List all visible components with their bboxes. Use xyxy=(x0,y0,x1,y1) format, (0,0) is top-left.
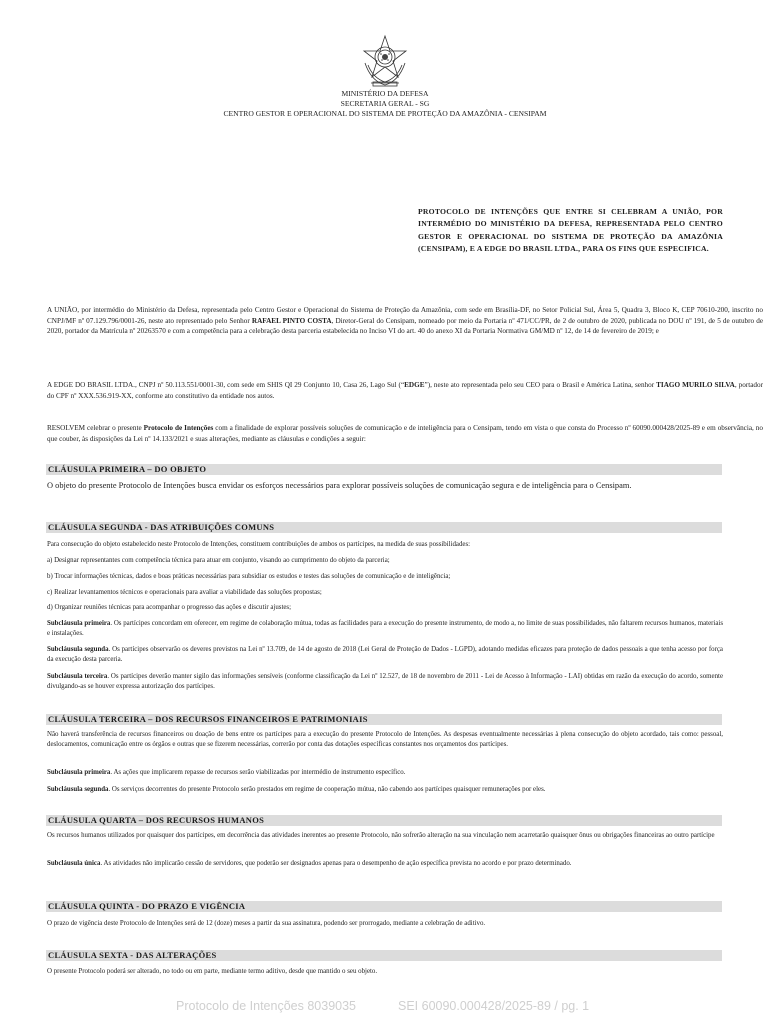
header-center: CENTRO GESTOR E OPERACIONAL DO SISTEMA DE PROTEÇÃO DA AMAZÔNIA - CENSIPAM xyxy=(223,109,547,118)
clause1-text: O objeto do presente Protocolo de Intenções busca envidar os esforços necessários para explorar possíveis soluções de comunicação segura e de inteligência para o Censipam. xyxy=(47,481,632,490)
clause2-intro: Para consecução do objeto estabelecido neste Protocolo de Intenções, constituem contribuições de ambos os partícipes, na medida de suas possibilidades: xyxy=(47,541,471,548)
clause3-sub1: Subcláusula primeira. As ações que implicarem repasse de recursos serão viabilizadas por intermédio de instrumento específico. xyxy=(47,769,406,776)
document-header xyxy=(0,89,770,119)
clause3-sub2: Subcláusula segunda. Os serviços decorrentes do presente Protocolo serão prestados em regime de cooperação mútua, não cabendo aos partícipes quaisquer remunerações por eles. xyxy=(47,786,546,793)
clause2-item-a: a) Designar representantes com competência técnica para atuar em conjunto, visando ao cumprimento do objeto da parceria; xyxy=(47,557,390,564)
clause2-sub1: Subcláusula primeira. Os partícipes concordam em oferecer, em regime de colaboração mútua, todas as facilidades para a execução do presente instrumento, de modo a, no limite de suas possibilidades, não faltarem recursos humanos, materiais e instalações. xyxy=(47,620,723,638)
clause6-title: CLÁUSULA SEXTA - DAS ALTERAÇÕES xyxy=(48,950,217,960)
party-edge: A EDGE DO BRASIL LTDA., CNPJ nº 50.113.551/0001-30, com sede em SHIS QI 29 Conjunto 10, Casa 26, Lago Sul (“EDGE”), neste ato representada pelo seu CEO para o Brasil e América Latina, senhor TIAGO MURILO SILVA, portador do CPF nº XXX.536.919-XX, conforme ato constitutivo da entidade nos autos. xyxy=(47,381,763,400)
clause2-title: CLÁUSULA SEGUNDA - DAS ATRIBUIÇÕES COMUNS xyxy=(48,522,275,532)
clause1-title: CLÁUSULA PRIMEIRA – DO OBJETO xyxy=(48,464,207,474)
clause5-text: O prazo de vigência deste Protocolo de Intenções será de 12 (doze) meses a partir da sua assinatura, podendo ser prorrogado, mediante a celebração de aditivo. xyxy=(47,920,486,927)
clause2-sub2: Subcláusula segunda. Os partícipes observarão os deveres previstos na Lei nº 13.709, de 14 de agosto de 2018 (Lei Geral de Proteção de Dados - LGPD), adotando medidas eficazes para proteção de dados pessoais a que tenha acesso por força da execução desta parceria. xyxy=(47,646,723,664)
clause6-text: O presente Protocolo poderá ser alterado, no todo ou em parte, mediante termo aditivo, desde que mantido o seu objeto. xyxy=(47,968,378,975)
header-secretariat: SECRETARIA GERAL - SG xyxy=(340,99,430,108)
clause2-item-d: d) Organizar reuniões técnicas para acompanhar o progresso das ações e discutir ajustes; xyxy=(47,604,292,611)
footer-document-id: Protocolo de Intenções 8039035 xyxy=(176,999,356,1013)
clause2-item-c: c) Realizar levantamentos técnicos e operacionais para avaliar a viabilidade das soluções propostas; xyxy=(47,589,322,596)
clause3-title: CLÁUSULA TERCEIRA – DOS RECURSOS FINANCEIROS E PATRIMONIAIS xyxy=(48,714,368,724)
document-ementa: PROTOCOLO DE INTENÇÕES QUE ENTRE SI CELEBRAM A UNIÃO, POR INTERMÉDIO DO MINISTÉRIO DA DEFESA, REPRESENTADA PELO CENTRO GESTOR E OPERACIONAL DO SISTEMA DE PROTEÇÃO DA AMAZÔNIA (CENSIPAM), E A EDGE DO BRASIL LTDA., PARA OS FINS QUE ESPECIFICA. xyxy=(418,207,723,253)
header-ministry: MINISTÉRIO DA DEFESA xyxy=(341,89,429,98)
brasao-da-republica-icon xyxy=(357,33,413,89)
clause4-text: Os recursos humanos utilizados por quaisquer dos partícipes, em decorrência das atividades inerentes ao presente Protocolo, não sofrerão alteração na sua vinculação nem acarretarão quaisquer ônus ou obrigações financeiras ao outro partícipe xyxy=(47,832,715,839)
clause4-sub: Subcláusula única. As atividades não implicarão cessão de servidores, que poderão ser designados apenas para o desempenho de ação específica prevista no acordo e por prazo determinado. xyxy=(47,860,572,867)
party-edge-representative: TIAGO MURILO SILVA xyxy=(656,381,735,389)
clause4-title: CLÁUSULA QUARTA – DOS RECURSOS HUMANOS xyxy=(48,815,265,825)
clause3-text: Não haverá transferência de recursos financeiros ou doação de bens entre os partícipes para a execução do presente Protocolo de Intenções. As despesas eventualmente necessárias à plena consecução do objeto acordado, tais como: pessoal, deslocamentos, comunicação entre os órgãos e outras que se fizerem necessárias, correrão por conta das dotações específicas constantes nos orçamentos dos partícipes. xyxy=(47,731,723,749)
party-edge-short: EDGE xyxy=(404,381,425,389)
resolvem-paragraph: RESOLVEM celebrar o presente Protocolo de Intenções com a finalidade de explorar possíveis soluções de comunicação e de inteligência para o Censipam, tendo em vista o que consta do Processo nº 60090.000428/2025-89 e em observância, no que couber, às disposições da Lei nº 14.133/2021 e suas alterações, mediante as cláusulas e condições a seguir: xyxy=(47,424,763,443)
clause2-sub3: Subcláusula terceira. Os partícipes deverão manter sigilo das informações sensíveis (conforme classificação da Lei nº 12.527, de 18 de novembro de 2011 - Lei de Acesso à Informação - LAI) obtidas em razão da execução do acordo, somente divulgando-as se houver expressa autorização dos partícipes. xyxy=(47,673,723,691)
party-uniao: A UNIÃO, por intermédio do Ministério da Defesa, representada pelo Centro Gestor e Operacional do Sistema de Proteção da Amazônia, com sede em Brasília-DF, no Setor Policial Sul, Área 5, Quadra 3, Bloco K, CEP 70610-200, inscrito no CNPJ/MF nº 07.129.796/0001-26, neste ato representado pelo Senhor RAFAEL PINTO COSTA, Diretor-Geral do Censipam, nomeado por meio da Portaria nº 471/CC/PR, de 2 de outubro de 2020, publicada no DOU nº 191, de 5 de outubro de 2020, portador da Matrícula nº 20263570 e com a competência para a celebração desta parceria estabelecida no Inciso VI do art. 40 do anexo XI da Portaria Normativa GM/MD nº 12, de 14 de fevereiro de 2019; e xyxy=(47,306,764,336)
footer-process-page: SEI 60090.000428/2025-89 / pg. 1 xyxy=(398,999,590,1013)
clause2-item-b: b) Trocar informações técnicas, dados e boas práticas necessárias para subsidiar os estudos e testes das soluções de comunicação e de inteligência; xyxy=(47,573,451,580)
clause5-title: CLÁUSULA QUINTA - DO PRAZO E VIGÊNCIA xyxy=(48,901,246,911)
party-uniao-representative: RAFAEL PINTO COSTA xyxy=(251,316,332,325)
